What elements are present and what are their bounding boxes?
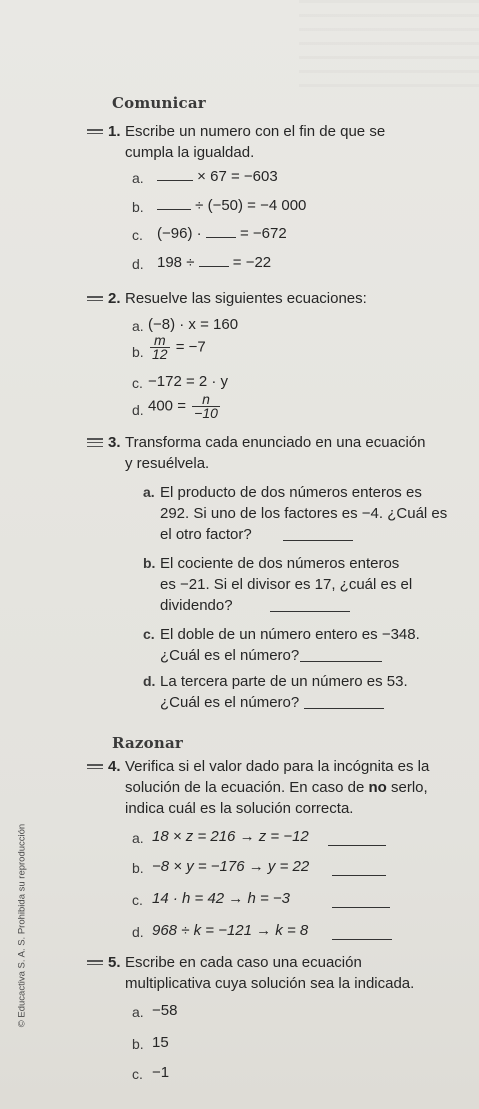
statement-3c-line2: ¿Cuál es el número? <box>160 647 300 664</box>
answer-line <box>270 611 350 612</box>
answer-line <box>304 708 384 709</box>
item-label: d. <box>132 256 144 272</box>
difficulty-icon <box>87 129 103 139</box>
difficulty-icon <box>87 438 103 448</box>
question-2-text-line1: Resuelve las siguientes ecuaciones: <box>125 290 367 307</box>
answer-line <box>332 875 386 876</box>
item-label: b. <box>132 199 144 215</box>
blank-line <box>157 197 191 210</box>
equation-1a: × 67 = −603 <box>157 168 278 185</box>
answer-line <box>300 661 382 662</box>
statement-3c-line1: El doble de un número entero es −348. <box>160 626 420 643</box>
copyright-notice: © Educactiva S. A. S. Prohibida su reproducción <box>16 823 28 1028</box>
difficulty-icon <box>87 960 103 970</box>
question-1-text-line1: Escribe un numero con el fin de que se <box>125 123 386 140</box>
equation-4a: 18 × z = 216 → z = −12 <box>152 828 309 845</box>
answer-line <box>332 939 392 940</box>
item-label: a. <box>132 318 144 334</box>
item-label: c. <box>132 1066 143 1082</box>
item-label: d. <box>132 924 144 940</box>
item-label: a. <box>132 1004 144 1020</box>
equation-2a: (−8) · x = 160 <box>148 316 239 333</box>
question-3-text-line1: Transforma cada enunciado en una ecuación <box>125 434 426 451</box>
item-label: c. <box>132 375 143 391</box>
item-label: c. <box>132 227 143 243</box>
item-label: a. <box>132 170 144 186</box>
item-label: b. <box>132 1036 144 1052</box>
blank-line <box>199 254 229 267</box>
solution-5a: −58 <box>152 1002 178 1019</box>
statement-3b-line3: dividendo? <box>160 597 233 614</box>
bleed-through-texture <box>299 0 479 90</box>
difficulty-icon <box>87 764 103 774</box>
equation-4d: 968 ÷ k = −121 → k = 8 <box>152 922 309 939</box>
question-5-text-line2: multiplicativa cuya solución sea la indicada. <box>125 975 415 992</box>
answer-line <box>283 540 353 541</box>
question-5-text-line1: Escribe en cada caso una ecuación <box>125 954 362 971</box>
statement-3a-line2: 292. Si uno de los factores es −4. ¿Cuál es <box>160 505 448 522</box>
equation-2d: 400 = $\frac{n}{-10}$ <box>148 391 218 421</box>
blank-line <box>206 225 236 238</box>
item-label: a. <box>132 830 144 846</box>
statement-3b-line1: El cociente de dos números enteros <box>160 555 400 572</box>
equation-4c: 14 · h = 42 → h = −3 <box>152 890 291 907</box>
answer-line <box>328 845 386 846</box>
question-5-number: 5. <box>108 954 121 971</box>
section-title-razonar: Razonar <box>112 734 183 752</box>
solution-5b: 15 <box>152 1034 169 1051</box>
item-label: b. <box>132 860 144 876</box>
equation-1c: (−96) · = −672 <box>157 225 287 242</box>
statement-3a-line1: El producto de dos números enteros es <box>160 484 422 501</box>
question-3-text-line2: y resuélvela. <box>125 455 210 472</box>
answer-line <box>332 907 390 908</box>
item-label: d. <box>132 402 144 418</box>
question-2-number: 2. <box>108 290 121 307</box>
solution-5c: −1 <box>152 1064 170 1081</box>
statement-3d-line2: ¿Cuál es el número? <box>160 694 300 711</box>
statement-3a-line3: el otro factor? <box>160 526 252 543</box>
difficulty-icon <box>87 296 103 306</box>
item-label: b. <box>132 344 144 360</box>
item-label: c. <box>132 892 143 908</box>
question-4-text-line1: Verifica si el valor dado para la incógnita es la <box>125 758 430 775</box>
statement-3d-line1: La tercera parte de un número es 53. <box>160 673 408 690</box>
equation-1b: ÷ (−50) = −4 000 <box>157 197 306 214</box>
equation-2c: −172 = 2 · y <box>148 373 229 390</box>
blank-line <box>157 168 193 181</box>
item-label: c. <box>143 626 155 642</box>
question-4-number: 4. <box>108 758 121 775</box>
fraction: $\frac{n}{-10}$ <box>194 391 218 421</box>
section-title-comunicar: Comunicar <box>112 94 206 112</box>
question-4-text-line2: solución de la ecuación. En caso de no serlo, <box>125 779 428 796</box>
question-4-text-line3: indica cuál es la solución correcta. <box>125 800 354 817</box>
item-label: b. <box>143 555 156 571</box>
question-1-number: 1. <box>108 123 121 140</box>
item-label: d. <box>143 673 156 689</box>
item-label: a. <box>143 484 155 500</box>
equation-2b: $\frac{m}{12}$ = −7 <box>152 332 206 362</box>
question-3-number: 3. <box>108 434 121 451</box>
equation-4b: −8 × y = −176 → y = 22 <box>152 858 310 875</box>
question-1-text-line2: cumpla la igualdad. <box>125 144 255 161</box>
statement-3b-line2: es −21. Si el divisor es 17, ¿cuál es el <box>160 576 413 593</box>
equation-1d: 198 ÷ = −22 <box>157 254 272 271</box>
fraction: $\frac{m}{12}$ <box>152 332 168 362</box>
